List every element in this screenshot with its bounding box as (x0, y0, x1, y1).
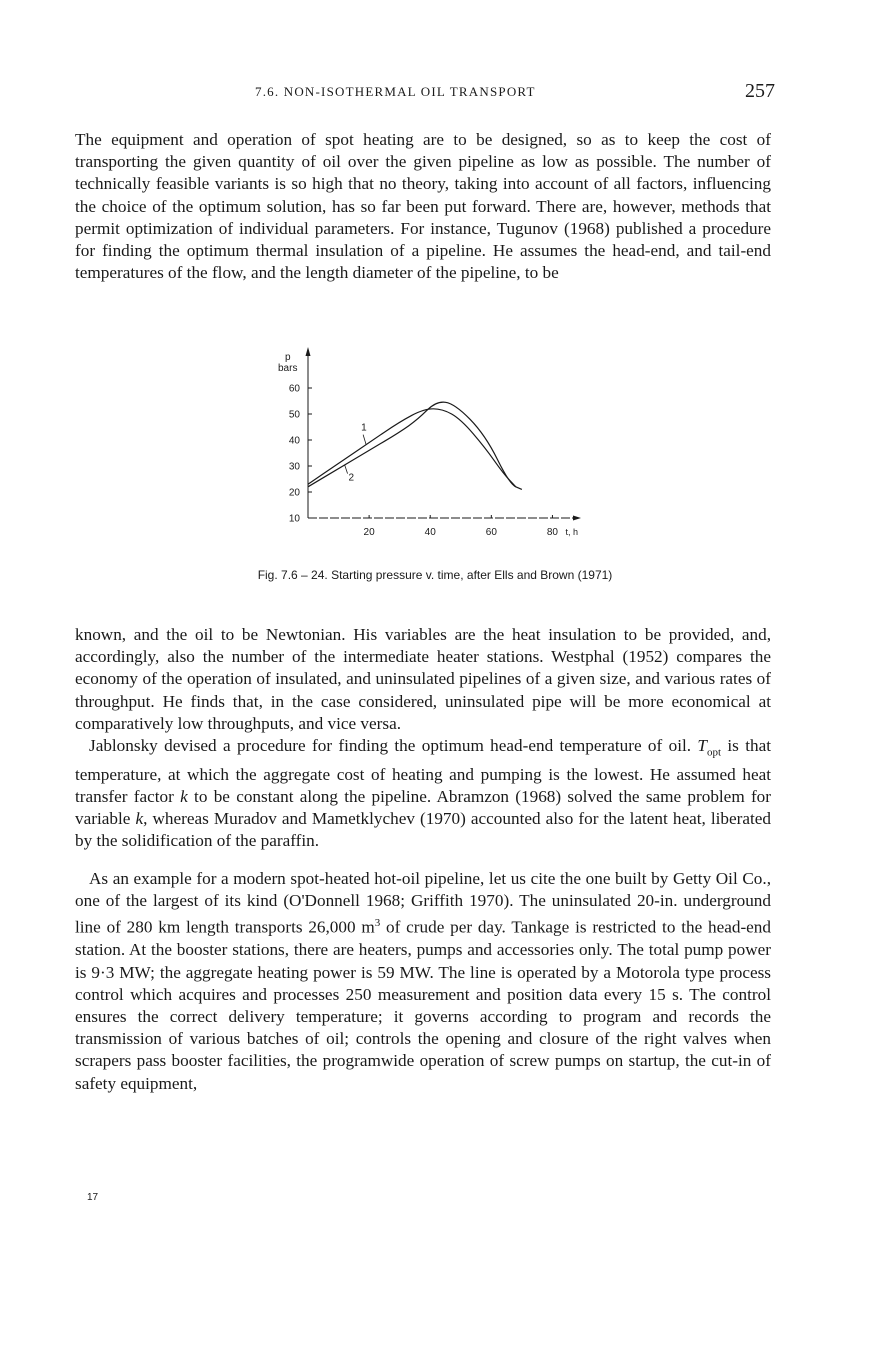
series-2-label: 2 (348, 472, 355, 484)
y-tick-label: 30 (288, 461, 300, 473)
y-axis-arrow (306, 347, 311, 356)
x-tick-label: 80 (546, 527, 559, 538)
paragraph-1: The equipment and operation of spot heating are to be designed, so as to keep the cost of transporting the given quantity of oil over the given pipeline as low as possible. The number of technically feasible variants is so high that no theory, taking into account of all factors, influencing the choice of the optimum solution, has so far been put forward. There are, however, methods that permit optimization of individual parameters. For instance, Tugunov (1968) published a procedure for finding the optimum thermal insulation of a pipeline. He assumes the head-end, and tail-end temperatures of the flow, and the length diameter of the pipeline, to be (75, 130, 771, 283)
t-opt-subscript: opt (706, 746, 722, 759)
y-axis-label: p (285, 352, 291, 363)
t-opt-symbol: T (697, 736, 707, 755)
chart-svg (265, 345, 595, 545)
figure-pressure-time (265, 345, 595, 545)
paragraph-2: known, and the oil to be Newtonian. His variables are the heat insulation to be provided, and, accordingly, also the number of the intermediate heater stations. Westphal (1952) compares the economy of the operation of insulated, and uninsulated pipelines of a given size, and various rates of throughput. He finds that, in the case considered, uninsulated pipe will be more economical at comparatively low throughputs, and vice versa. (75, 625, 771, 733)
cubic-superscript: 3 (374, 917, 381, 930)
paragraph-3 (75, 735, 771, 852)
x-tick-label: 60 (485, 527, 497, 538)
paragraph-3-text-a: Jablonsky devised a procedure for finding the optimum head-end temperature of oil. (89, 736, 698, 755)
x-axis-label: t, h (565, 527, 578, 537)
series-1-label: 1 (361, 422, 367, 434)
x-tick-label: 40 (424, 527, 436, 538)
paragraph-4-text-b: of crude per day. Tankage is restricted to the head-end station. At the booster stations, there are heaters, pumps and accessories only. The total pump power is 9·3 MW; the aggregate heating power is 59 MW. The line is operated by a Motorola type process control which acquires and processes 250 measurement and position data every 15 s. The control ensures the correct delivery temperature; it governs according to program and records the transmission of various batches of oil; controls the opening and closure of the right valves when scrapers pass booster facilities, the programwide operation of screw pumps on startup, the cut-in of safety equipment, (75, 918, 771, 1093)
paragraph-4 (75, 868, 771, 1095)
series-line-2 (308, 402, 522, 489)
series-line-1 (308, 409, 516, 487)
page-header (75, 80, 775, 110)
paragraph-3-text-d: , whereas Muradov and Mametklychev (1970) accounted also for the latent heat, liberated by the solidification of the paraffin. (75, 809, 771, 851)
k-symbol: k (135, 809, 144, 829)
series-1-leader (363, 435, 366, 445)
paragraph-3-text-b: is that temperature, at which the aggregate cost of heating and pumping is the lowest. He assumed heat transfer factor (75, 736, 771, 806)
y-axis-unit-label: bars (278, 363, 298, 374)
paragraph-3-text-c: to be constant along the pipeline. Abramzon (1968) solved the same problem for variable (75, 786, 772, 829)
x-tick-label: 20 (363, 527, 375, 538)
k-symbol: k (180, 786, 188, 806)
y-tick-label: 20 (288, 487, 300, 499)
y-tick-label: 10 (288, 513, 300, 525)
signature-mark: 17 (87, 1192, 99, 1203)
paragraph-4-text-a: As an example for a modern spot-heated hot-oil pipeline, let us cite the one built by Getty Oil Co., one of the largest of its kind (O'Donnell 1968; Griffith 1970). The uninsulated 20-in. underground line of 280 km length transports 26,000 m (75, 869, 771, 938)
y-tick-label: 60 (288, 383, 300, 395)
running-head: 7.6. NON-ISOTHERMAL OIL TRANSPORT (255, 84, 536, 99)
figure-caption: Fig. 7.6 – 24. Starting pressure v. time, after Ells and Brown (1971) (257, 568, 613, 582)
x-axis-arrow (573, 516, 581, 521)
page-number: 257 (745, 80, 775, 102)
y-tick-label: 40 (288, 435, 300, 447)
y-tick-label: 50 (288, 409, 300, 421)
series-2-leader (345, 465, 348, 474)
